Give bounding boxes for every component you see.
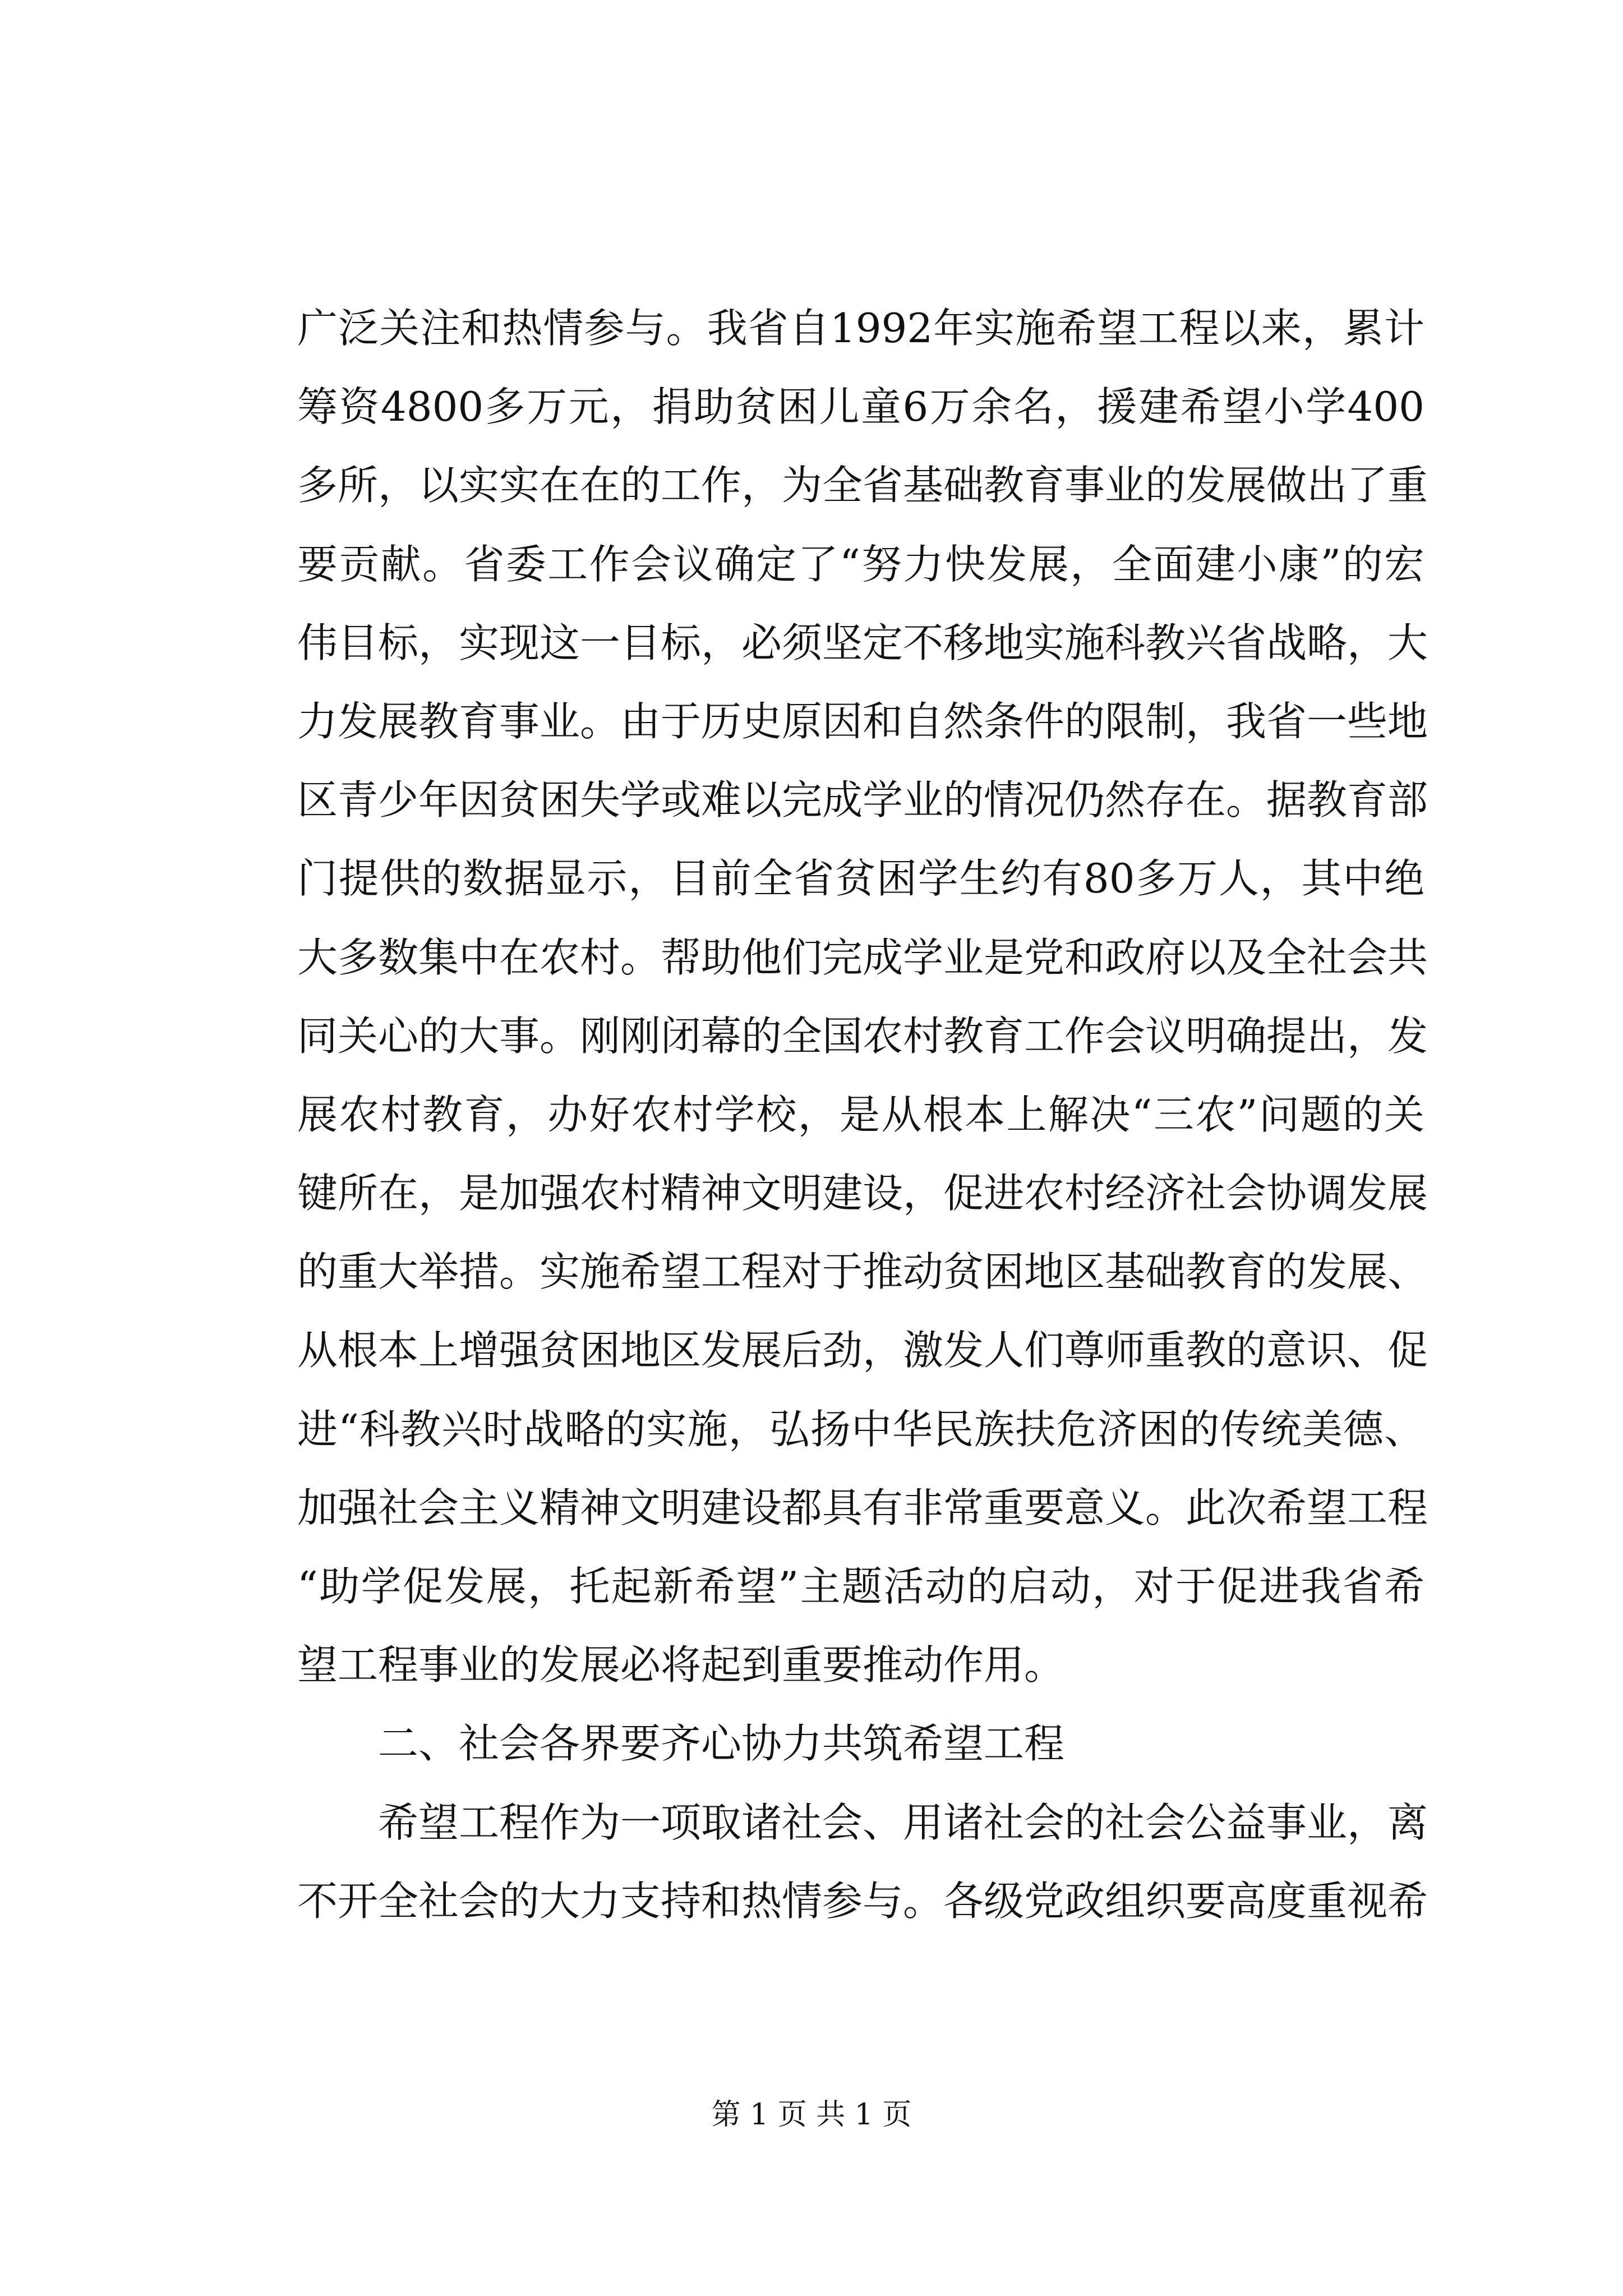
text-line: 的重大举措。实施希望工程对于推动贫困地区基础教育的发展、 xyxy=(297,1248,1428,1296)
text-line: 键所在，是加强农村精神文明建设，促进农村经济社会协调发展 xyxy=(297,1170,1428,1217)
text-line: 多所，以实实在在的工作，为全省基础教育事业的发展做出了重 xyxy=(297,462,1428,509)
text-line: 区青少年因贫困失学或难以完成学业的情况仍然存在。据教育部 xyxy=(297,776,1428,824)
text-line: 门提供的数据显示，目前全省贫困学生约有80多万人，其中绝 xyxy=(297,855,1424,903)
page-number-footer: 第 1 页 共 1 页 xyxy=(711,2098,912,2132)
text-line: 筹资4800多万元，捐助贫困儿童6万余名，援建希望小学400 xyxy=(297,383,1424,431)
text-line: 大多数集中在农村。帮助他们完成学业是党和政府以及全社会共 xyxy=(297,933,1428,981)
text-line: 力发展教育事业。由于历史原因和自然条件的限制，我省一些地 xyxy=(297,697,1428,745)
text-line: 伟目标，实现这一目标，必须坚定不移地实施科教兴省战略，大 xyxy=(297,619,1428,666)
text-line: 不开全社会的大力支持和热情参与。各级党政组织要高度重视希 xyxy=(297,1877,1428,1925)
text-line: 要贡献。省委工作会议确定了“努力快发展，全面建小康”的宏 xyxy=(297,540,1424,588)
text-line: 进“科教兴时战略的实施，弘扬中华民族扶危济困的传统美德、 xyxy=(297,1405,1424,1453)
text-line: 展农村教育，办好农村学校，是从根本上解决“三农”问题的关 xyxy=(297,1091,1424,1138)
body-text xyxy=(297,289,1428,1940)
text-line: 同关心的大事。刚刚闭幕的全国农村教育工作会议明确提出，发 xyxy=(297,1012,1428,1060)
section-heading: 二、社会各界要齐心协力共筑希望工程 xyxy=(378,1720,1065,1768)
text-line: 望工程事业的发展必将起到重要推动作用。 xyxy=(297,1641,1065,1689)
text-line: 加强社会主义精神文明建设都具有非常重要意义。此次希望工程 xyxy=(297,1484,1428,1531)
text-line: 从根本上增强贫困地区发展后劲，激发人们尊师重教的意识、促 xyxy=(297,1327,1428,1374)
text-line: 广泛关注和热情参与。我省自1992年实施希望工程以来，累计 xyxy=(297,305,1424,352)
text-line: “助学促发展，托起新希望”主题活动的启动，对于促进我省希 xyxy=(297,1563,1424,1610)
text-line: 希望工程作为一项取诸社会、用诸社会的社会公益事业，离 xyxy=(378,1798,1428,1846)
